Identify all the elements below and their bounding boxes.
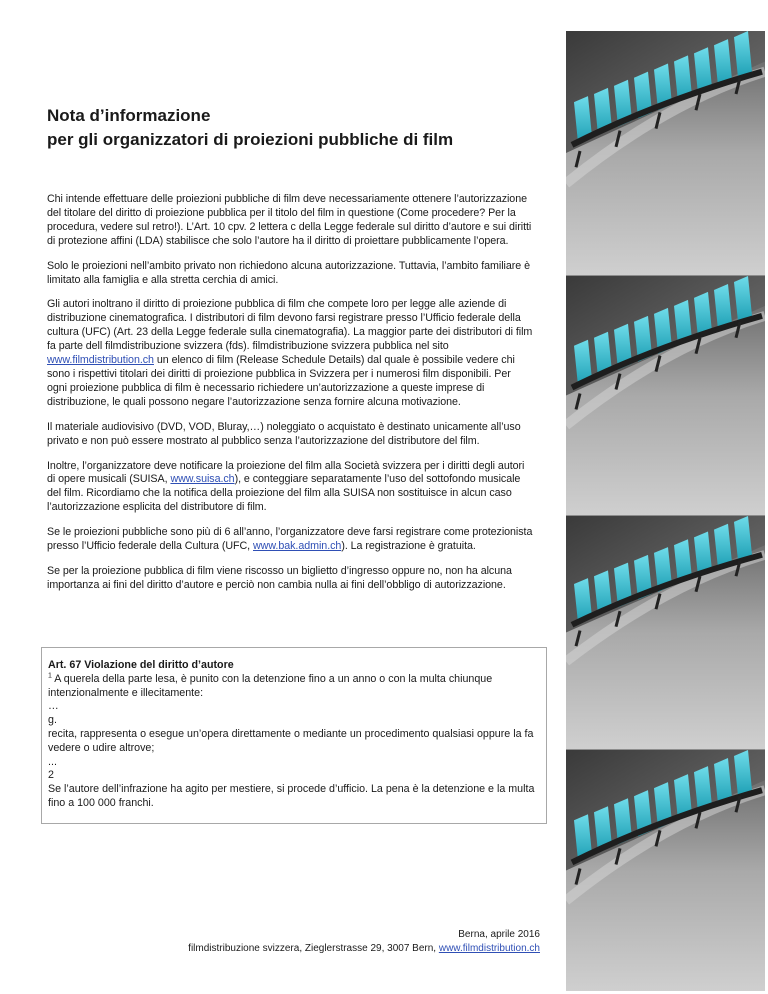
legal-paragraph-number-1: 1 bbox=[48, 672, 52, 680]
paragraph-ticket: Se per la proiezione pubblica di film viene riscosso un biglietto d’ingresso oppure no, non ha alcuna importanza ai fini del diritto d’autore e perciò non cambia nulla ai fini dell’obbligo di autorizzazione. bbox=[47, 564, 512, 591]
legal-excerpt-box bbox=[41, 647, 547, 824]
paragraph-authorization: Chi intende effettuare delle proiezioni pubbliche di film deve necessariamente ottenere l’autorizzazione del titolare del diritto di proiezione pubblica per il titolo del film in questione (Come procedere? Per la procedura, vedere sul retro!). L’Art. 10 cpv. 2 lettera c della Legge federale sul diritto d’autore e sui diritti di protezione affini (LDA) stabilisce che solo l’autore ha il diritto di proiettare pubblicamente l’opera. bbox=[47, 193, 532, 247]
bak-admin-link[interactable]: www.bak.admin.ch bbox=[253, 540, 342, 553]
footer-place-date: Berna, aprile 2016 bbox=[458, 929, 540, 940]
paragraph-distributors-text-b: un elenco di film (Release Schedule Details) dal quale è possibile vedere chi sono i rispettivi titolari dei diritti di proiezione pubblica in Svizzera per i numerosi film disponibili. Per ogni proiezione pubblica di film è necessario richiedere un’autorizzazione a queste imprese di distribuzione, le quali possono negare l’autorizzazione senza fornire alcuna motivazione. bbox=[47, 354, 515, 408]
paragraph-suisa-text-a: Inoltre, l’organizzatore deve notificare la proiezione del film alla Società svizzera per i diritti degli autori di opere musicali (SUISA, bbox=[47, 459, 525, 486]
paragraph-registration bbox=[47, 526, 533, 554]
legal-letter-g-text: recita, rappresenta o esegue un’opera direttamente o mediante un procedimento qualsiasi oppure la fa vedere o udire altrove; bbox=[48, 727, 534, 754]
cinema-seats-photo-1 bbox=[566, 31, 765, 275]
paragraph-registration-text-a: Se le proiezioni pubbliche sono più di 6 all’anno, l’organizzatore deve farsi registrare come protezionista presso l’Ufficio federale della Cultura (UFC, bbox=[47, 526, 533, 553]
legal-paragraph-2-text: Se l’autore dell’infrazione ha agito per mestiere, si procede d’ufficio. La pena è la detenzione e la multa fino a 100 000 franchi. bbox=[48, 783, 535, 809]
paragraph-suisa bbox=[47, 460, 533, 516]
cinema-seats-photo-3 bbox=[566, 516, 765, 749]
legal-excerpt-title: Art. 67 Violazione del diritto d’autore bbox=[48, 659, 234, 671]
filmdistribution-link[interactable]: www.filmdistribution.ch bbox=[47, 354, 154, 367]
paragraph-distributors-text-a: Gli autori inoltrano il diritto di proiezione pubblica di film che compete loro per legge alle aziende di distribuzione cinematografica. I distributori di film devono farsi registrare presso l’Ufficio federale della cultura (UFC) (Art. 23 della Legge federale sulla cinematografia). La maggior parte dei distributori di film fa parte dell filmdistribuzione svizzera (fds). filmdistribuzione svizzera pubblica nel sito bbox=[47, 298, 533, 353]
legal-paragraph-1 bbox=[48, 673, 538, 701]
paragraph-suisa-text-b: ), e conteggiare separatamente l’uso del sottofondo musicale del film. Ricordiamo che la notifica della proiezione del film alla SUISA non sostituisce in alcun caso l’autorizzazione esplicita del distributore di film. bbox=[47, 473, 521, 514]
footer-address bbox=[120, 942, 540, 956]
cinema-seats-photo-4 bbox=[566, 750, 765, 991]
legal-paragraph-number-2: 2 bbox=[48, 769, 54, 782]
legal-ellipsis-2: ... bbox=[48, 755, 57, 768]
footer bbox=[120, 928, 540, 956]
cinema-seats-photo-2 bbox=[566, 276, 765, 515]
paragraph-audiovisual-material: Il materiale audiovisivo (DVD, VOD, Bluray,…) noleggiato o acquistato è destinato unicamente all’uso privato e non può essere mostrato al pubblico senza l’autorizzazione del distributore del film. bbox=[47, 420, 521, 447]
main-content bbox=[47, 104, 533, 604]
legal-paragraph-1-text: A querela della parte lesa, è punito con la detenzione fino a un anno o con la multa chiunque intenzionalmente e illecitamente: bbox=[48, 672, 493, 699]
paragraph-distributors bbox=[47, 298, 533, 409]
cinema-seats-image-strip bbox=[566, 31, 765, 991]
title-line-2: per gli organizzatori di proiezioni pubbliche di film bbox=[47, 130, 454, 149]
suisa-link[interactable]: www.suisa.ch bbox=[170, 473, 235, 486]
paragraph-registration-text-b: ). La registrazione è gratuita. bbox=[341, 540, 476, 553]
body-text bbox=[47, 193, 533, 593]
page-title bbox=[47, 104, 533, 152]
legal-letter-g: g. bbox=[48, 714, 57, 727]
paragraph-private-screenings: Solo le proiezioni nell’ambito privato non richiedono alcuna autorizzazione. Tuttavia, l’ambito familiare è limitato alla famiglia e alla stretta cerchia di amici. bbox=[47, 259, 530, 286]
legal-ellipsis-1: … bbox=[48, 700, 59, 713]
title-line-1: Nota d’informazione bbox=[47, 106, 211, 125]
footer-address-text: filmdistribuzione svizzera, Zieglerstrasse 29, 3007 Bern, bbox=[188, 942, 439, 954]
footer-website-link[interactable]: www.filmdistribution.ch bbox=[438, 942, 540, 954]
